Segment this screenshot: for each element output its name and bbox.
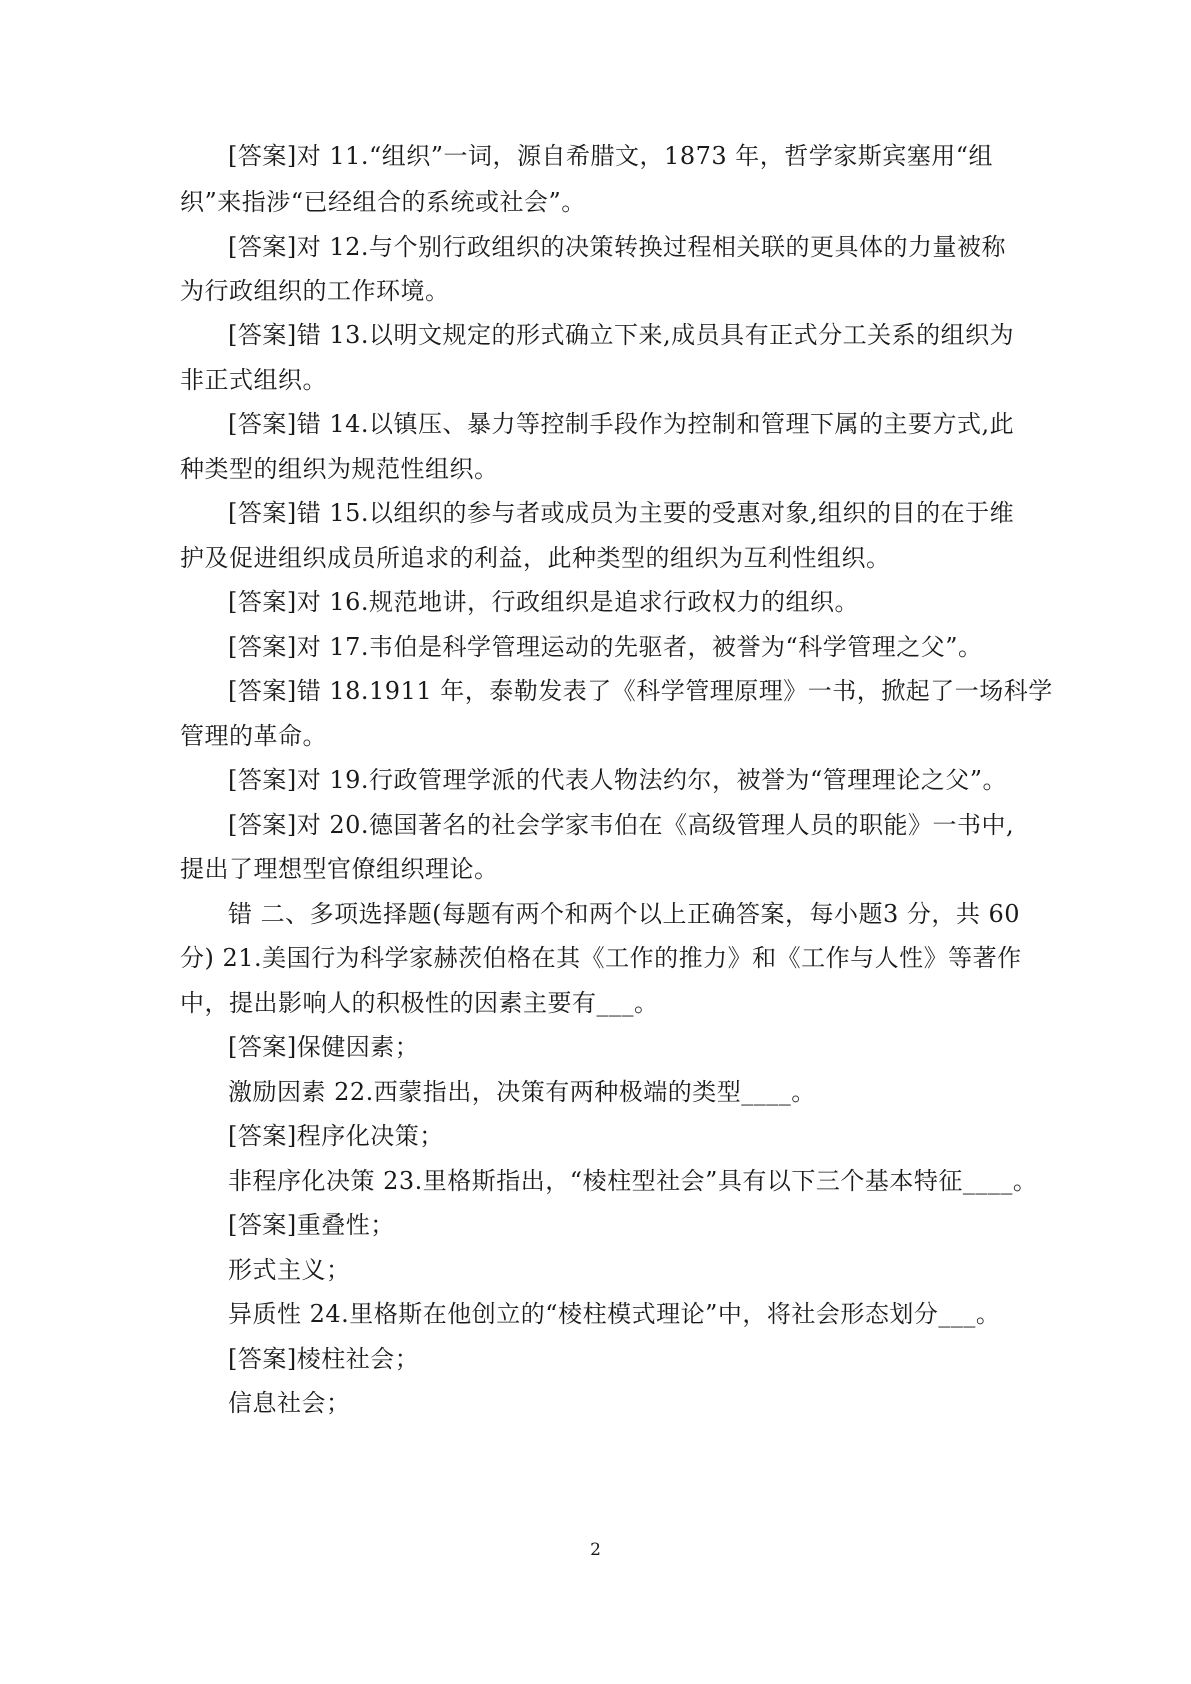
page-number: 2 [590, 1540, 601, 1560]
text-line: 错 二、多项选择题(每题有两个和两个以上正确答案，每小题3 分，共 60 [228, 900, 1021, 928]
text-line: [答案]错 14.以镇压、暴力等控制手段作为控制和管理下属的主要方式,此 [228, 410, 1015, 438]
text-line: 分) 21.美国行为科学家赫茨伯格在其《工作的推力》和《工作与人性》等著作 [180, 944, 1022, 972]
text-line: [答案]对 12.与个别行政组织的决策转换过程相关联的更具体的力量被称 [228, 233, 1007, 261]
text-line: [答案]重叠性； [228, 1211, 395, 1239]
text-line: 中，提出影响人的积极性的因素主要有___。 [180, 989, 659, 1017]
text-line: [答案]错 13.以明文规定的形式确立下来,成员具有正式分工关系的组织为 [228, 321, 1015, 349]
text-line: 为行政组织的工作环境。 [180, 277, 450, 305]
text-line: [答案]对 20.德国著名的社会学家韦伯在《高级管理人员的职能》一书中, [228, 811, 1015, 839]
text-line: 非程序化决策 23.里格斯指出，“棱柱型社会”具有以下三个基本特征____。 [228, 1167, 1038, 1195]
text-line: 信息社会； [228, 1389, 351, 1417]
text-line: 提出了理想型官僚组织理论。 [180, 855, 499, 883]
text-line: [答案]对 16.规范地讲，行政组织是追求行政权力的组织。 [228, 588, 860, 616]
text-line: [答案]保健因素； [228, 1033, 420, 1061]
text-line: [答案]棱柱社会； [228, 1345, 420, 1373]
text-line: 种类型的组织为规范性组织。 [180, 455, 499, 483]
text-line: [答案]程序化决策； [228, 1122, 444, 1150]
text-line: 织”来指涉“已经组合的系统或社会”。 [180, 188, 586, 216]
text-line: 非正式组织。 [180, 366, 327, 394]
text-line: 形式主义； [228, 1256, 351, 1284]
text-line: [答案]错 15.以组织的参与者或成员为主要的受惠对象,组织的目的在于维 [228, 499, 1015, 527]
text-line: [答案]错 18.1911 年，泰勒发表了《科学管理原理》一书，掀起了一场科学 [228, 677, 1053, 705]
text-line: 异质性 24.里格斯在他创立的“棱柱模式理论”中，将社会形态划分___。 [228, 1300, 1001, 1328]
text-line: 激励因素 22.西蒙指出，决策有两种极端的类型____。 [228, 1078, 816, 1106]
text-line: 管理的革命。 [180, 722, 327, 750]
text-line: [答案]对 19.行政管理学派的代表人物法约尔，被誉为“管理理论之父”。 [228, 766, 1008, 794]
text-line: 护及促进组织成员所追求的利益，此种类型的组织为互利性组织。 [180, 544, 891, 572]
text-line: [答案]对 17.韦伯是科学管理运动的先驱者，被誉为“科学管理之父”。 [228, 633, 983, 661]
text-line: [答案]对 11.“组织”一词，源自希腊文，1873 年，哲学家斯宾塞用“组 [228, 142, 994, 170]
